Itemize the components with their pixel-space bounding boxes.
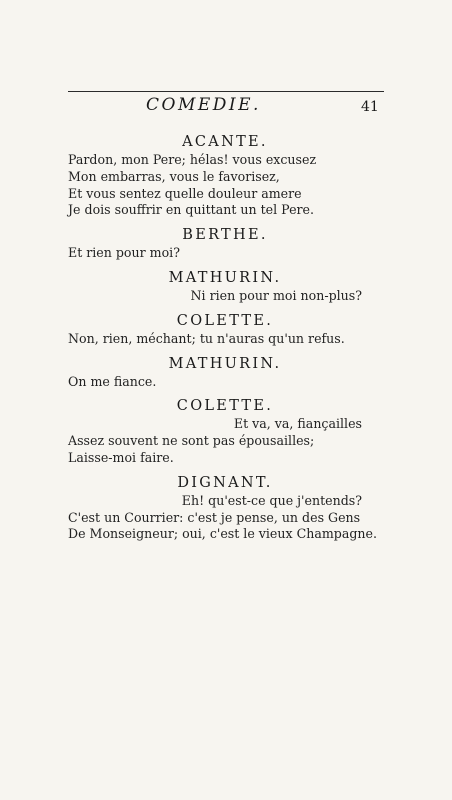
speaker-name: COLETTE. <box>176 312 274 329</box>
verse-line: Ni rien pour moi non-plus? <box>190 287 362 303</box>
speaker-name: COLETTE. <box>176 398 274 415</box>
dialogue-block <box>68 396 382 466</box>
verse-line: Pardon, mon Pere; hélas! vous excusez <box>68 152 317 167</box>
dialogue-block <box>68 473 382 543</box>
verse-line: Et vous sentez quelle douleur amere <box>68 185 302 201</box>
dialogue-body <box>68 132 382 543</box>
verse-line: De Monseigneur; oui, c'est le vieux Champagne. <box>68 526 378 542</box>
verse-line: Assez souvent ne sont pas épousailles; <box>68 433 315 449</box>
verse-line: Et rien pour moi? <box>68 245 180 261</box>
header-rule <box>68 91 384 92</box>
verse-line: On me fiance. <box>68 373 157 389</box>
speaker-name: DIGNANT. <box>177 474 273 491</box>
speaker-name: ACANTE. <box>182 134 268 150</box>
verse-line: C'est un Courrier: c'est je pense, un des Gens <box>68 509 361 525</box>
verse-line: Et va, va, fiançailles <box>233 416 362 432</box>
dialogue-block <box>68 268 382 305</box>
verse-line: Eh! qu'est-ce que j'entends? <box>181 492 362 508</box>
running-title: COMEDIE. <box>146 95 261 115</box>
page-number: 41 <box>361 99 379 115</box>
dialogue-block <box>68 311 382 348</box>
verse-line: Laisse-moi faire. <box>68 449 174 465</box>
verse-line: Mon embarras, vous le favorisez, <box>68 168 280 184</box>
speaker-name: MATHURIN. <box>168 355 282 372</box>
dialogue-block <box>68 354 382 391</box>
dialogue-block <box>68 225 382 262</box>
verse-line: Non, rien, méchant; tu n'auras qu'un refus. <box>68 330 345 346</box>
verse-line: Je dois souffrir en quittant un tel Pere. <box>68 202 314 218</box>
dialogue-block <box>68 132 382 219</box>
speaker-name: BERTHE. <box>182 227 268 244</box>
speaker-name: MATHURIN. <box>168 269 282 286</box>
